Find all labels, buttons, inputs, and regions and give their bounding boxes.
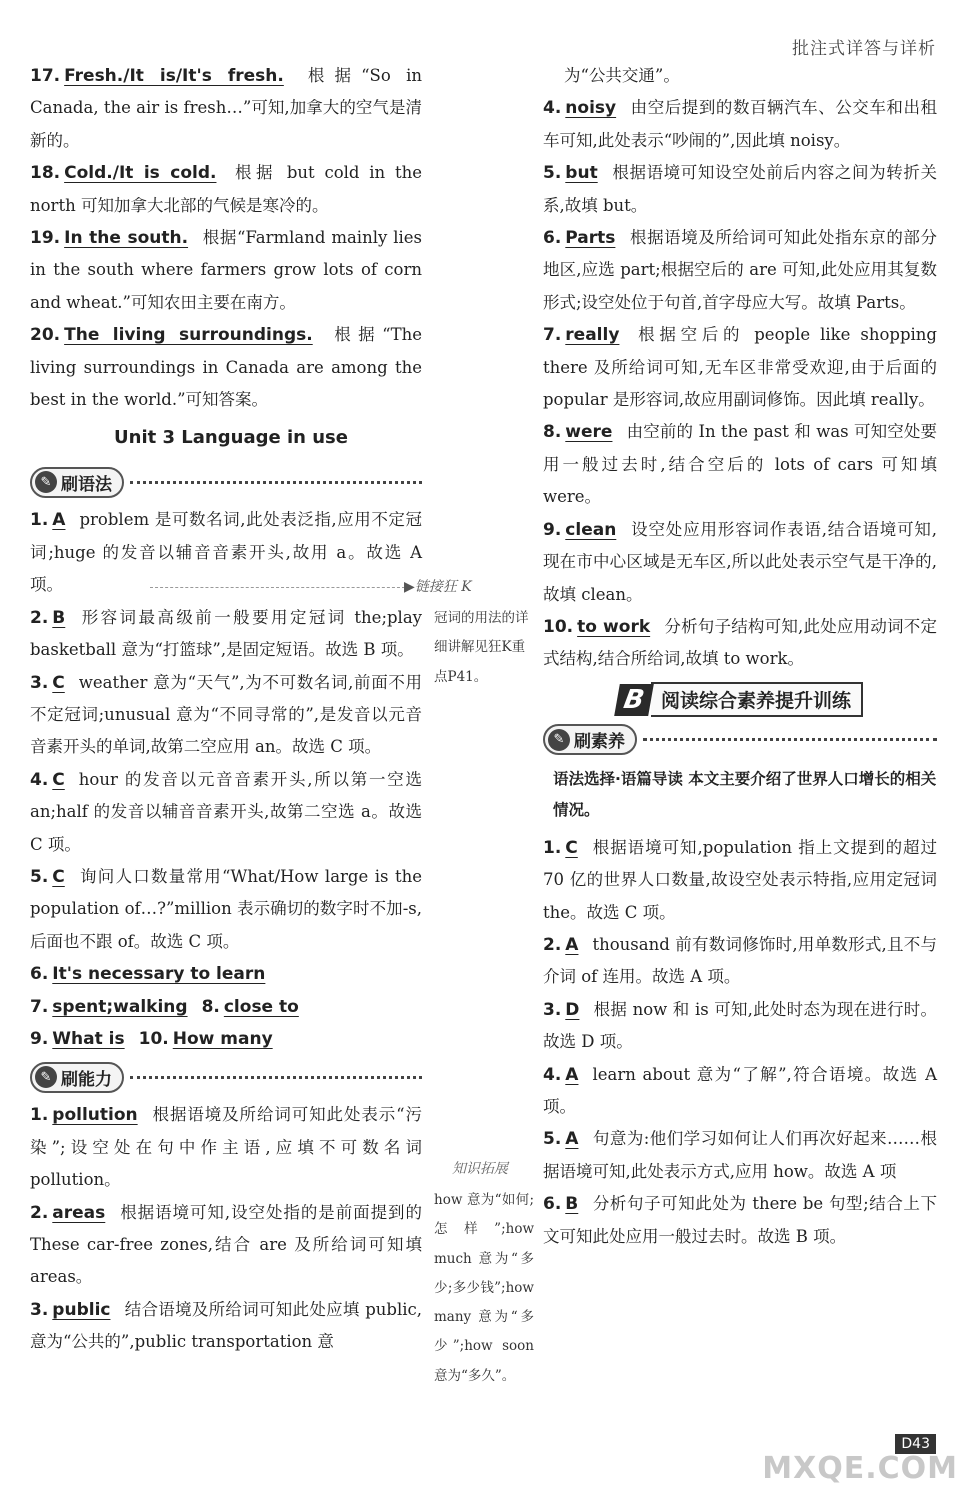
margin-note-link: 冠词的用法的详细讲解见狂K重点P41。 [434,610,529,685]
answer-item: 1. pollution 根据语境及所给词可知此处表示“污染”;设空处在句中作主语,应填不可数名词 pollution。 [30,1105,422,1190]
left-column [30,60,422,1359]
answer-item: 9. What is 10. How many [30,1028,273,1049]
banner-title: 阅读综合素养提升训练 [651,682,863,717]
answer-item: 8. were 由空前的 In the past 和 was 可知空处要用一般过去时,结合空后的 lots of cars 可知填 were。 [543,422,937,507]
answer-item: 20. The living surroundings. 根据“The living surroundings in Canada are among the best in the world.”可知答案。 [30,325,422,410]
answer-item: 5. A 句意为:他们学习如何让人们再次好起来……根据语境可知,此处表示方式,应用 how。故选 A 项 [543,1129,937,1181]
section-literacy-header [543,722,937,758]
answer-item: 7. really 根据空后的 people like shopping there 及所给词可知,无车区非常受欢迎,由于后面的 popular 是形容词,故应用副词修饰。因此填 really。 [543,325,937,410]
margin-note-tips: how 意为“如何;怎样”;how much 意为“多少;多少钱”;how many 意为“多少”;how soon 意为“多久”。 [434,1192,534,1384]
answer-item: 2. B 形容词最高级前一般要用定冠词 the;play basketball 意为“打篮球”,是固定短语。故选 B 项。 [30,607,422,660]
unit-title: Unit 3 Language in use [114,427,348,449]
answer-item: 4. noisy 由空后提到的数百辆汽车、公交车和出租车可知,此处表示“吵闹的”,因此填 noisy。 [543,98,937,150]
answer-item: 17. Fresh./It is/It's fresh. 根据“So in Canada, the air is fresh…”可知,加拿大的空气是清新的。 [30,66,422,150]
right-column [543,60,937,1253]
dotted-divider [130,481,422,484]
reading-banner [543,682,937,718]
pencil-icon: ✎ [35,471,57,493]
pencil-icon: ✎ [35,1066,57,1088]
answer-item: 6. B 分析句子可知此处为 there be 句型;结合上下文可知此处应用一般过去时。故选 B 项。 [543,1194,937,1246]
continuation-text: 为“公共交通”。 [564,66,680,85]
answer-item: 6. Parts 根据语境及所给词可知此处指东京的部分地区,应选 part;根据空后的 are 可知,此处应用其复数形式;设空处位于句首,首字母应大写。故填 Parts。 [543,228,937,312]
answer-item: 2. A thousand 前有数词修饰时,用单数形式,且不与介词 of 连用。故选 A 项。 [543,934,937,987]
link-label: ▶链接狂 K [404,579,472,595]
dotted-divider [643,738,937,741]
answer-item: 3. public 结合语境及所给词可知此处应填 public,意为“公共的”,public transportation 意 [30,1299,422,1352]
pencil-icon: ✎ [548,729,570,751]
tips-title: 知识拓展 [452,1161,508,1177]
section-badge: ✎ 刷能力 [30,1062,124,1093]
banner-letter: B [614,684,654,716]
watermark: MXQE.COM [762,1451,958,1486]
page-header: 批注式详答与详析 [792,39,936,59]
dotted-divider [130,1076,422,1079]
answer-item: 4. A learn about 意为“了解”,符合语境。故选 A 项。 [543,1064,937,1116]
answer-item: 4. C hour 的发音以元音音素开头,所以第一空选 an;half 的发音以辅音音素开头,故第二空选 a。故选 C 项。 [30,769,422,854]
page-number: D43 [895,1434,936,1454]
answer-item: 2. areas 根据语境可知,设空处指的是前面提到的 These car-free zones,结合 are 及所给词可知填 areas。 [30,1202,422,1287]
answer-item: 5. but 根据语境可知设空处前后内容之间为转折关系,故填 but。 [543,163,937,215]
link-dashed-line [150,587,405,588]
answer-item: 10. to work 分析句子结构可知,此处应用动词不定式结构,结合所给词,故填 to work。 [543,616,937,669]
answer-item: 18. Cold./It is cold. 根据 but cold in the north 可知加拿大北部的气候是寒冷的。 [30,163,422,215]
answer-item: 6. It's necessary to learn [30,964,266,985]
answer-item: 1. C 根据语境可知,population 指上文提到的超过 70 亿的世界人口数量,故设空处表示特指,应用定冠词 the。故选 C 项。 [543,837,937,922]
section-ability-header [30,1059,422,1095]
answer-item: 19. In the south. 根据“Farmland mainly lies in the south where farmers grow lots of corn and wheat.”可知农田主要在南方。 [30,228,422,312]
answer-item: 9. clean 设空处应用形容词作表语,结合语境可知,现在市中心区域是无车区,所以此处表示空气是干净的,故填 clean。 [543,519,937,604]
answer-item: 3. D 根据 now 和 is 可知,此处时态为现在进行时。故选 D 项。 [543,999,937,1052]
section-grammar-header [30,464,422,500]
answer-item: 5. C 询问人口数量常用“What/How large is the population of…?”million 表示确切的数字时不加-s,后面也不跟 of。故选 C 项。 [30,866,422,951]
answer-item: 3. C weather 意为“天气”,为不可数名词,前面不用不定冠词;unusual 意为“不同寻常的”,是发音以元音音素开头的单词,故第二空应用 an。故选 C 项。 [30,672,422,757]
answer-item: 7. spent;walking 8. close to [30,996,299,1017]
answer-item: 1. A problem 是可数名词,此处表泛指,应用不定冠词;huge 的发音以辅音音素开头,故用 a。故选 A 项。 [30,510,422,595]
section-badge: ✎ 刷语法 [30,467,124,498]
passage-intro: 语法选择·语篇导读 本文主要介绍了世界人口增长的相关情况。 [553,769,937,819]
section-badge: ✎ 刷素养 [543,724,637,755]
